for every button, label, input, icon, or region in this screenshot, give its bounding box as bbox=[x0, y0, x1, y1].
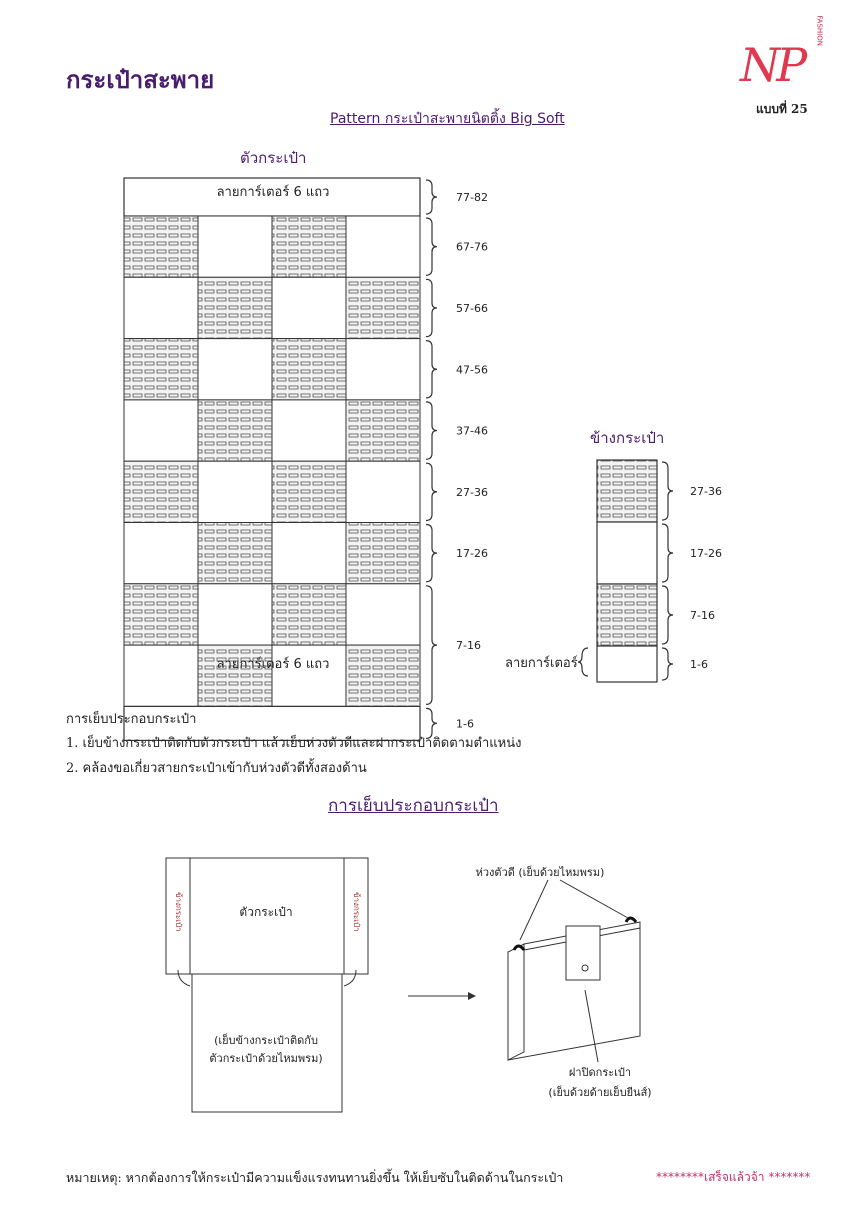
ring-pointer-right bbox=[560, 880, 628, 918]
side-row-brackets bbox=[662, 462, 722, 680]
body-row-label: 67-76 bbox=[456, 240, 488, 254]
side-section bbox=[597, 584, 657, 646]
checker-square bbox=[272, 400, 346, 461]
row-bracket bbox=[426, 463, 437, 520]
checker-square bbox=[124, 216, 198, 277]
side-row-label: 17-26 bbox=[690, 547, 722, 560]
row-bracket bbox=[426, 402, 437, 459]
flat-side-right-label: ข้างกระเป๋า bbox=[352, 892, 361, 932]
checker-square bbox=[346, 400, 420, 461]
flat-body-label: ตัวกระเป๋า bbox=[239, 905, 293, 919]
logo-subtext: FASHION bbox=[816, 15, 824, 46]
flap-note: (เย็บด้วยด้ายเย็บยีนส์) bbox=[548, 1086, 652, 1099]
checker-square bbox=[272, 645, 346, 706]
side-section bbox=[597, 646, 657, 682]
checker-square bbox=[198, 339, 272, 400]
body-row-label: 77-82 bbox=[456, 191, 488, 204]
bag-body-label: ตัวกระเป๋า bbox=[240, 149, 307, 167]
side-row-bracket bbox=[662, 462, 673, 520]
flat-side-left-label: ข้างกระเป๋า bbox=[174, 892, 183, 932]
checker-square bbox=[272, 339, 346, 400]
bag-side-label: ข้างกระเป๋า bbox=[590, 429, 665, 447]
checker-square bbox=[272, 461, 346, 522]
assembly-arrowhead bbox=[468, 992, 476, 1000]
checker-square bbox=[124, 645, 198, 706]
row-bracket bbox=[426, 218, 437, 275]
sew-note-line2: ตัวกระเป๋าด้วยไหมพรม) bbox=[209, 1052, 323, 1065]
row-bracket bbox=[426, 525, 437, 582]
body-row-label: 7-16 bbox=[456, 639, 481, 653]
checker-square bbox=[272, 584, 346, 645]
bag-side-grid bbox=[597, 460, 657, 682]
flap-label: ฝาปิดกระเป๋า bbox=[568, 1066, 632, 1079]
checker-square bbox=[346, 216, 420, 277]
checker-square bbox=[198, 277, 272, 338]
checker-square bbox=[124, 400, 198, 461]
body-row-label: 57-66 bbox=[456, 301, 488, 315]
checker-square bbox=[198, 400, 272, 461]
checker-square bbox=[124, 277, 198, 338]
checker-square bbox=[346, 645, 420, 706]
checker-square bbox=[124, 584, 198, 645]
checker-square bbox=[346, 523, 420, 584]
checker-square bbox=[272, 216, 346, 277]
body-row-label: 1-6 bbox=[456, 717, 474, 731]
row-bracket bbox=[426, 586, 437, 705]
side-row-label: 27-36 bbox=[690, 485, 722, 498]
checker-square bbox=[272, 523, 346, 584]
checker-square bbox=[346, 339, 420, 400]
checker-square bbox=[198, 645, 272, 706]
side-row-label: 1-6 bbox=[690, 658, 708, 671]
checker-square bbox=[198, 523, 272, 584]
checker-square bbox=[124, 523, 198, 584]
garter-top-label: ลายการ์เตอร์ 6 แถว bbox=[216, 185, 330, 200]
body-row-brackets bbox=[426, 180, 488, 738]
side-row-bracket bbox=[662, 524, 673, 582]
side-row-bracket bbox=[662, 648, 673, 680]
body-row-label: 47-56 bbox=[456, 363, 488, 377]
checker-square bbox=[198, 584, 272, 645]
checker-square bbox=[124, 461, 198, 522]
footer-done: ********เสร็จแล้วจ้า ******* bbox=[656, 1170, 811, 1184]
side-garter-label: ลายการ์เตอร์ bbox=[505, 656, 578, 671]
ring-pointer-left bbox=[520, 880, 548, 940]
row-bracket bbox=[426, 279, 437, 336]
checker-square bbox=[346, 277, 420, 338]
checker-square bbox=[198, 461, 272, 522]
d-ring-right-icon bbox=[626, 918, 636, 922]
bag-flap bbox=[566, 926, 600, 980]
assembly-diagram bbox=[0, 840, 868, 1140]
body-row-label: 37-46 bbox=[456, 424, 488, 438]
pattern-heading: Pattern กระเป๋าสะพายนิตติ้ง Big Soft bbox=[330, 111, 565, 127]
assembly-heading: การเย็บประกอบกระเป๋า bbox=[328, 796, 499, 816]
body-row-label: 27-36 bbox=[456, 485, 488, 499]
garter-bottom-label: ลายการ์เตอร์ 6 แถว bbox=[216, 657, 330, 672]
row-bracket bbox=[426, 341, 437, 398]
checker-square bbox=[198, 216, 272, 277]
body-row-label: 17-26 bbox=[456, 547, 488, 561]
instructions-title: การเย็บประกอบกระเป๋า bbox=[66, 712, 197, 727]
checker-square bbox=[346, 461, 420, 522]
side-section bbox=[597, 522, 657, 584]
instruction-step-2: 2. คล้องขอเกี่ยวสายกระเป๋าเข้ากับห่วงตัวดีทั้งสองด้าน bbox=[66, 761, 367, 776]
side-section bbox=[597, 460, 657, 522]
side-garter-brace bbox=[578, 648, 588, 676]
row-bracket bbox=[426, 180, 437, 214]
ring-label: ห่วงตัวดี (เย็บด้วยไหมพรม) bbox=[475, 866, 605, 879]
instruction-step-1: 1. เย็บข้างกระเป๋าติดกับตัวกระเป๋า แล้วเย็บห่วงตัวดีและฝากระเป๋าติดตามตำแหน่ง bbox=[66, 736, 522, 751]
checker-square bbox=[346, 584, 420, 645]
side-row-label: 7-16 bbox=[690, 609, 715, 622]
bag-side-face bbox=[508, 944, 524, 1060]
side-row-bracket bbox=[662, 586, 673, 644]
checker-square bbox=[124, 339, 198, 400]
logo-text: NP bbox=[740, 38, 804, 92]
sew-note-line1: (เย็บข้างกระเป๋าติดกับ bbox=[214, 1034, 318, 1047]
footer-note: หมายเหตุ: หากต้องการให้กระเป๋ามีความแข็งแรงทนทานยิ่งขึ้น ให้เย็บซับในติดด้านในกระเป๋า bbox=[66, 1170, 564, 1185]
pattern-number: แบบที่ 25 bbox=[756, 102, 808, 116]
checker-square bbox=[272, 277, 346, 338]
page-title: กระเป๋าสะพาย bbox=[66, 66, 215, 94]
